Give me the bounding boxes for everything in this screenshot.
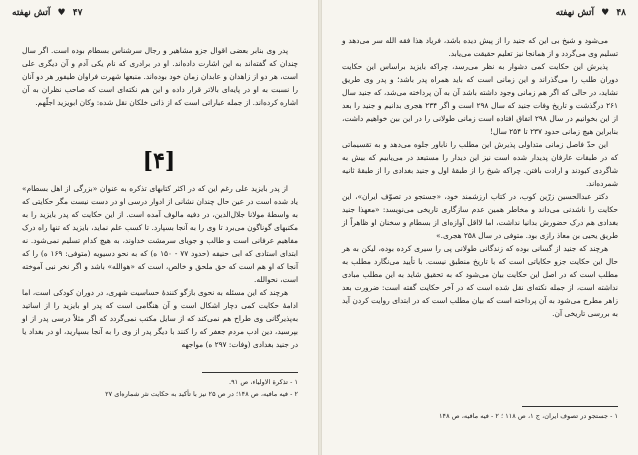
left-book-title: آتش نهفته bbox=[12, 8, 51, 18]
chapter-number: [۴] bbox=[142, 148, 176, 174]
right-page bbox=[320, 0, 638, 455]
left-mid-text bbox=[22, 182, 298, 351]
heart-icon: ♥ bbox=[601, 8, 610, 18]
left-footnotes bbox=[22, 376, 298, 400]
left-footnote-2: ۲ - فیه مافیه، ص ۱۴۸؛ در ص ۲۵ نیز با تأکید به حکایت نثر شماره‌ای ۲۷ bbox=[105, 390, 298, 398]
left-footnote-1: ۱ - تذکرة الاولیاء، ص ۹۱. bbox=[229, 378, 298, 386]
left-top-text bbox=[22, 44, 298, 109]
left-mid-paragraph-2: هرچند که این مسئله به نحوی بازگو کنندهٔ حساسیت شهری، در دوران کودکی است، اما ادامهٔ حکایت کمی دچار اشکال است و آن هنگامی است که پدر او بایزید را از اساتید به‌پذیرگانی وی طراح هم نمی‌کند که از سایل مکتب نمی‌گردد که اگر مثلاً درسی پدر از او بپرسید، دین ادب مردم جعفر که را کنند با دیگر پدر از وی را به آنجا بسپارید، او در بغداد یا در جنید بغدادی (وفات: ۲۹۷ ه) مواجهه bbox=[22, 288, 298, 349]
right-footnotes bbox=[342, 410, 618, 422]
right-page-header bbox=[556, 8, 626, 18]
left-page-number: ۴۷ bbox=[72, 8, 83, 18]
left-page bbox=[0, 0, 318, 455]
right-book-title: آتش نهفته bbox=[555, 8, 594, 18]
left-top-paragraph: پدر وی بنابر بعضی اقوال جزو مشاهیر و رجال سرشناس بسطام بوده است. اگر سال چندان که گفته‌اند به این اشارت داده‌اند. او در برادری که نام یکی آدم و آن دیگری علی است، هر دو از زاهدان و عابدان زمان خود بوده‌اند. منبعها شهرت فراوان طیفور هر دو آنان را نسبت به او در پایه‌ای بالاتر قرار داده و این هم نکته‌ای است که صاحب نظران به آن اشاره کرده‌اند. از جمله عباراتی است که از ذاتی خلکان نقل شده: وکان ابویزید اجلّهم. bbox=[22, 46, 298, 107]
left-page-header bbox=[12, 8, 82, 18]
right-paragraph-3: این حدّ فاصل زمانی متداولی پذیرش این مطلب را ناباور جلوه می‌دهد و به تقسیماتی که در طبقات عارفان پدیدار شده است نیز این دیدار را مستبعد در می‌یابیم که بیش به شاگردی کبودند و ارادت بافتن. چراکه شیخ را از طبقهٔ اول و جنید بغدادی را از طبقهٔ ثانیه شمرده‌اند. bbox=[342, 140, 618, 188]
right-paragraph-1: می‌شود و شیخ بی این که جنید را از پیش دیده باشد، فریاد هذا فقه الله سر می‌دهد و تسلیم وی می‌گردد و از همانجا نیز تعلیم حقیقت می‌یابد. bbox=[342, 36, 618, 58]
right-footnote-1: ۱ - جستجو در تصوف ایران، ج ۱، ص ۱۱۸ ؛ ۲ - فیه مافیه، ص ۱۴۸ bbox=[439, 412, 618, 420]
left-mid-paragraph-1: از پدر بایزید علی رغم این که در اکثر کتابهای تذکره به عنوان «بزرگی از اهل بسطام» یاد شده است در عین حال چندان نشانی از ادوار درسی او در دست نیست مگر حکایتی که به واسطهٔ مولانا جلال‌الدین، در دفیه مالوف آمده است. از این حکایت که پدر بایزید را به مکتبهای گوناگون می‌برد تا وی را به آنجا بسپارد. تا کسب علم نماید، بایزید که تنها راه درک مفاهیم عرفانی است و طالب و جویای سرمشت خداوند، به هیچ کدام تسلیم نمی‌شود. نه ابتدای استادی که ابی حنیفه (حدود ۷۷ - ۱۵۰ ه) که به نحو دسیویه (متوفی: ۱۶۹ ه) را که آنجا که او هم است که حق ملحق و خالص، است که «هوالله» باشد و اگر نخر نبی آموخته است، نحوالله. bbox=[22, 184, 298, 284]
right-footnote-rule bbox=[522, 406, 618, 407]
left-footnote-rule bbox=[202, 372, 298, 373]
right-paragraph-2: پذیرش این حکایت کمی دشوار به نظر می‌رسد، چراکه بایزید براساس این حکایت دوران طلب را می‌گذراند و این زمانی است که باید همراه پدر باشد؛ و پدر وی طریق نشاید، در حالی که اگر هم زمانی وجود داشته باشد آن به آن پرداخته می‌شد، که جنید سال ۲۶۱ درگذشت و تاریخ وفات جنید که سال ۲۹۸ است و اگر ۲۳۴ هجری بدانیم و جنید را بعد از این بخوانیم در سال ۲۹۸ اتفاق افتاده است زمانی طولانی را در این بین خواهیم داشت، بنابراین هیچ زمانی حدود ۲۳۷ تا ۲۵۴ سال! bbox=[342, 62, 618, 136]
heart-icon: ♥ bbox=[57, 8, 66, 18]
right-main-text bbox=[342, 34, 618, 320]
right-paragraph-5: هرچند که جنید از گسانی بوده که زندگانی طولانی پی را سیری کرده بوده، لیکن به هر حال این حکایت جزو حکایاتی است که با تاریخ منطبق نیست. با تأیید می‌نگارد مطلب به مطلب است که در اصل این حکایت بیان می‌شود که به تحقیق شاید به این مطلب مبادی نداشته است، از جمله نکته‌ای نقل شده است که در آخر حکایت گفته است: ضرورت بعد زاهر مطرح می‌شود به آن پرداخته است که بیان مطلب است که در ابتدای روایت کردن آید به بررسی تاریخی آن. bbox=[342, 244, 618, 318]
right-paragraph-4: دکتر عبدالحسین زرّین کوب، در کتاب ارزشمند خود، «جستجو در تصوّف ایران»، این حکایت را ناشدنی می‌داند و مخاطر همین عدم سازگاری تاریخی می‌نویسد: «معهذا جنید بغدادی هم درک حضورش بدانیا نداشت، اما لااقل آوازه‌ای از بسطام و سخنان او ظاهراً از طریق یحیی بن معاذ رازی بود. متوفی در سال ۲۵۸ هجری.» bbox=[342, 192, 618, 240]
right-page-number: ۴۸ bbox=[616, 8, 626, 18]
